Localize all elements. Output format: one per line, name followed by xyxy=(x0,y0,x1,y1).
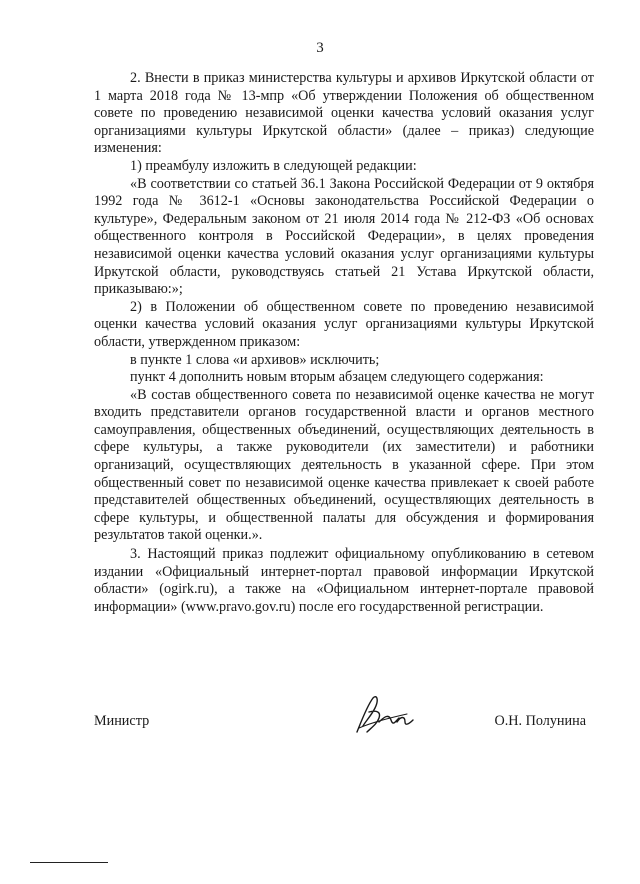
paragraph-point-4-intro: пункт 4 дополнить новым вторым абзацем следующего содержания: xyxy=(130,369,544,386)
page-number: 3 xyxy=(316,40,324,56)
paragraph-item-3: 3. Настоящий приказ подлежит официальному опубликованию в сетевом издании «Официальный интернет-портал правовой информации Иркутской области» (ogirk.ru), а также на «Официальном интернет-портале правовой информации» (www.pravo.gov.ru) после его государственной регистрации. xyxy=(94,546,594,615)
paragraph-preamble-intro: 1) преамбулу изложить в следующей редакции: xyxy=(130,157,417,174)
paragraph-preamble-text: «В соответствии со статьей 36.1 Закона Российской Федерации от 9 октября 1992 года № 3612-1 «Основы законодательства Российской Федерации о культуре», Федеральным законом от 21 июля 2014 года № 212-ФЗ «Об основах общественного контроля в Российской Федерации», в целях проведения независимой оценки качества условий оказания услуг организациями культуры Иркутской области, руководствуясь статьей 21 Устава Иркутской области, приказываю:»; xyxy=(94,175,594,298)
signature-block xyxy=(94,700,594,750)
paragraph-item-2: 2. Внести в приказ министерства культуры и архивов Иркутской области от 1 марта 2018 года № 13-мпр «Об утверждении Положения об общественном совете по проведению независимой оценки качества условий оказания услуг организациями культуры Иркутской области» (далее – приказ) следующие изменения: xyxy=(94,70,594,157)
paragraph-point-4-text: «В состав общественного совета по независимой оценке качества не могут входить представители органов государственной власти и органов местного самоуправления, общественных объединений, осуществляющих деятельность в сфере культуры, а также руководители (их заместители) и работники организаций, осуществляющих деятельность в указанной сфере. При этом общественный совет по независимой оценке качества привлекает к своей работе представителей общественных объединений, осуществляющих деятельность в сфере культуры, и общественной палаты для обсуждения и формирования результатов такой оценки.». xyxy=(94,386,594,544)
handwritten-signature-icon xyxy=(349,692,429,740)
paragraph-point-1-change: в пункте 1 слова «и архивов» исключить; xyxy=(130,351,380,368)
signer-title: Министр xyxy=(94,713,150,729)
document-body xyxy=(94,70,594,616)
signer-name: О.Н. Полунина xyxy=(494,713,586,729)
footer-divider xyxy=(30,862,108,863)
paragraph-regulation-intro: 2) в Положении об общественном совете по проведению независимой оценки качества условий оказания услуг организациями культуры Иркутской области, утвержденном приказом: xyxy=(94,298,594,350)
